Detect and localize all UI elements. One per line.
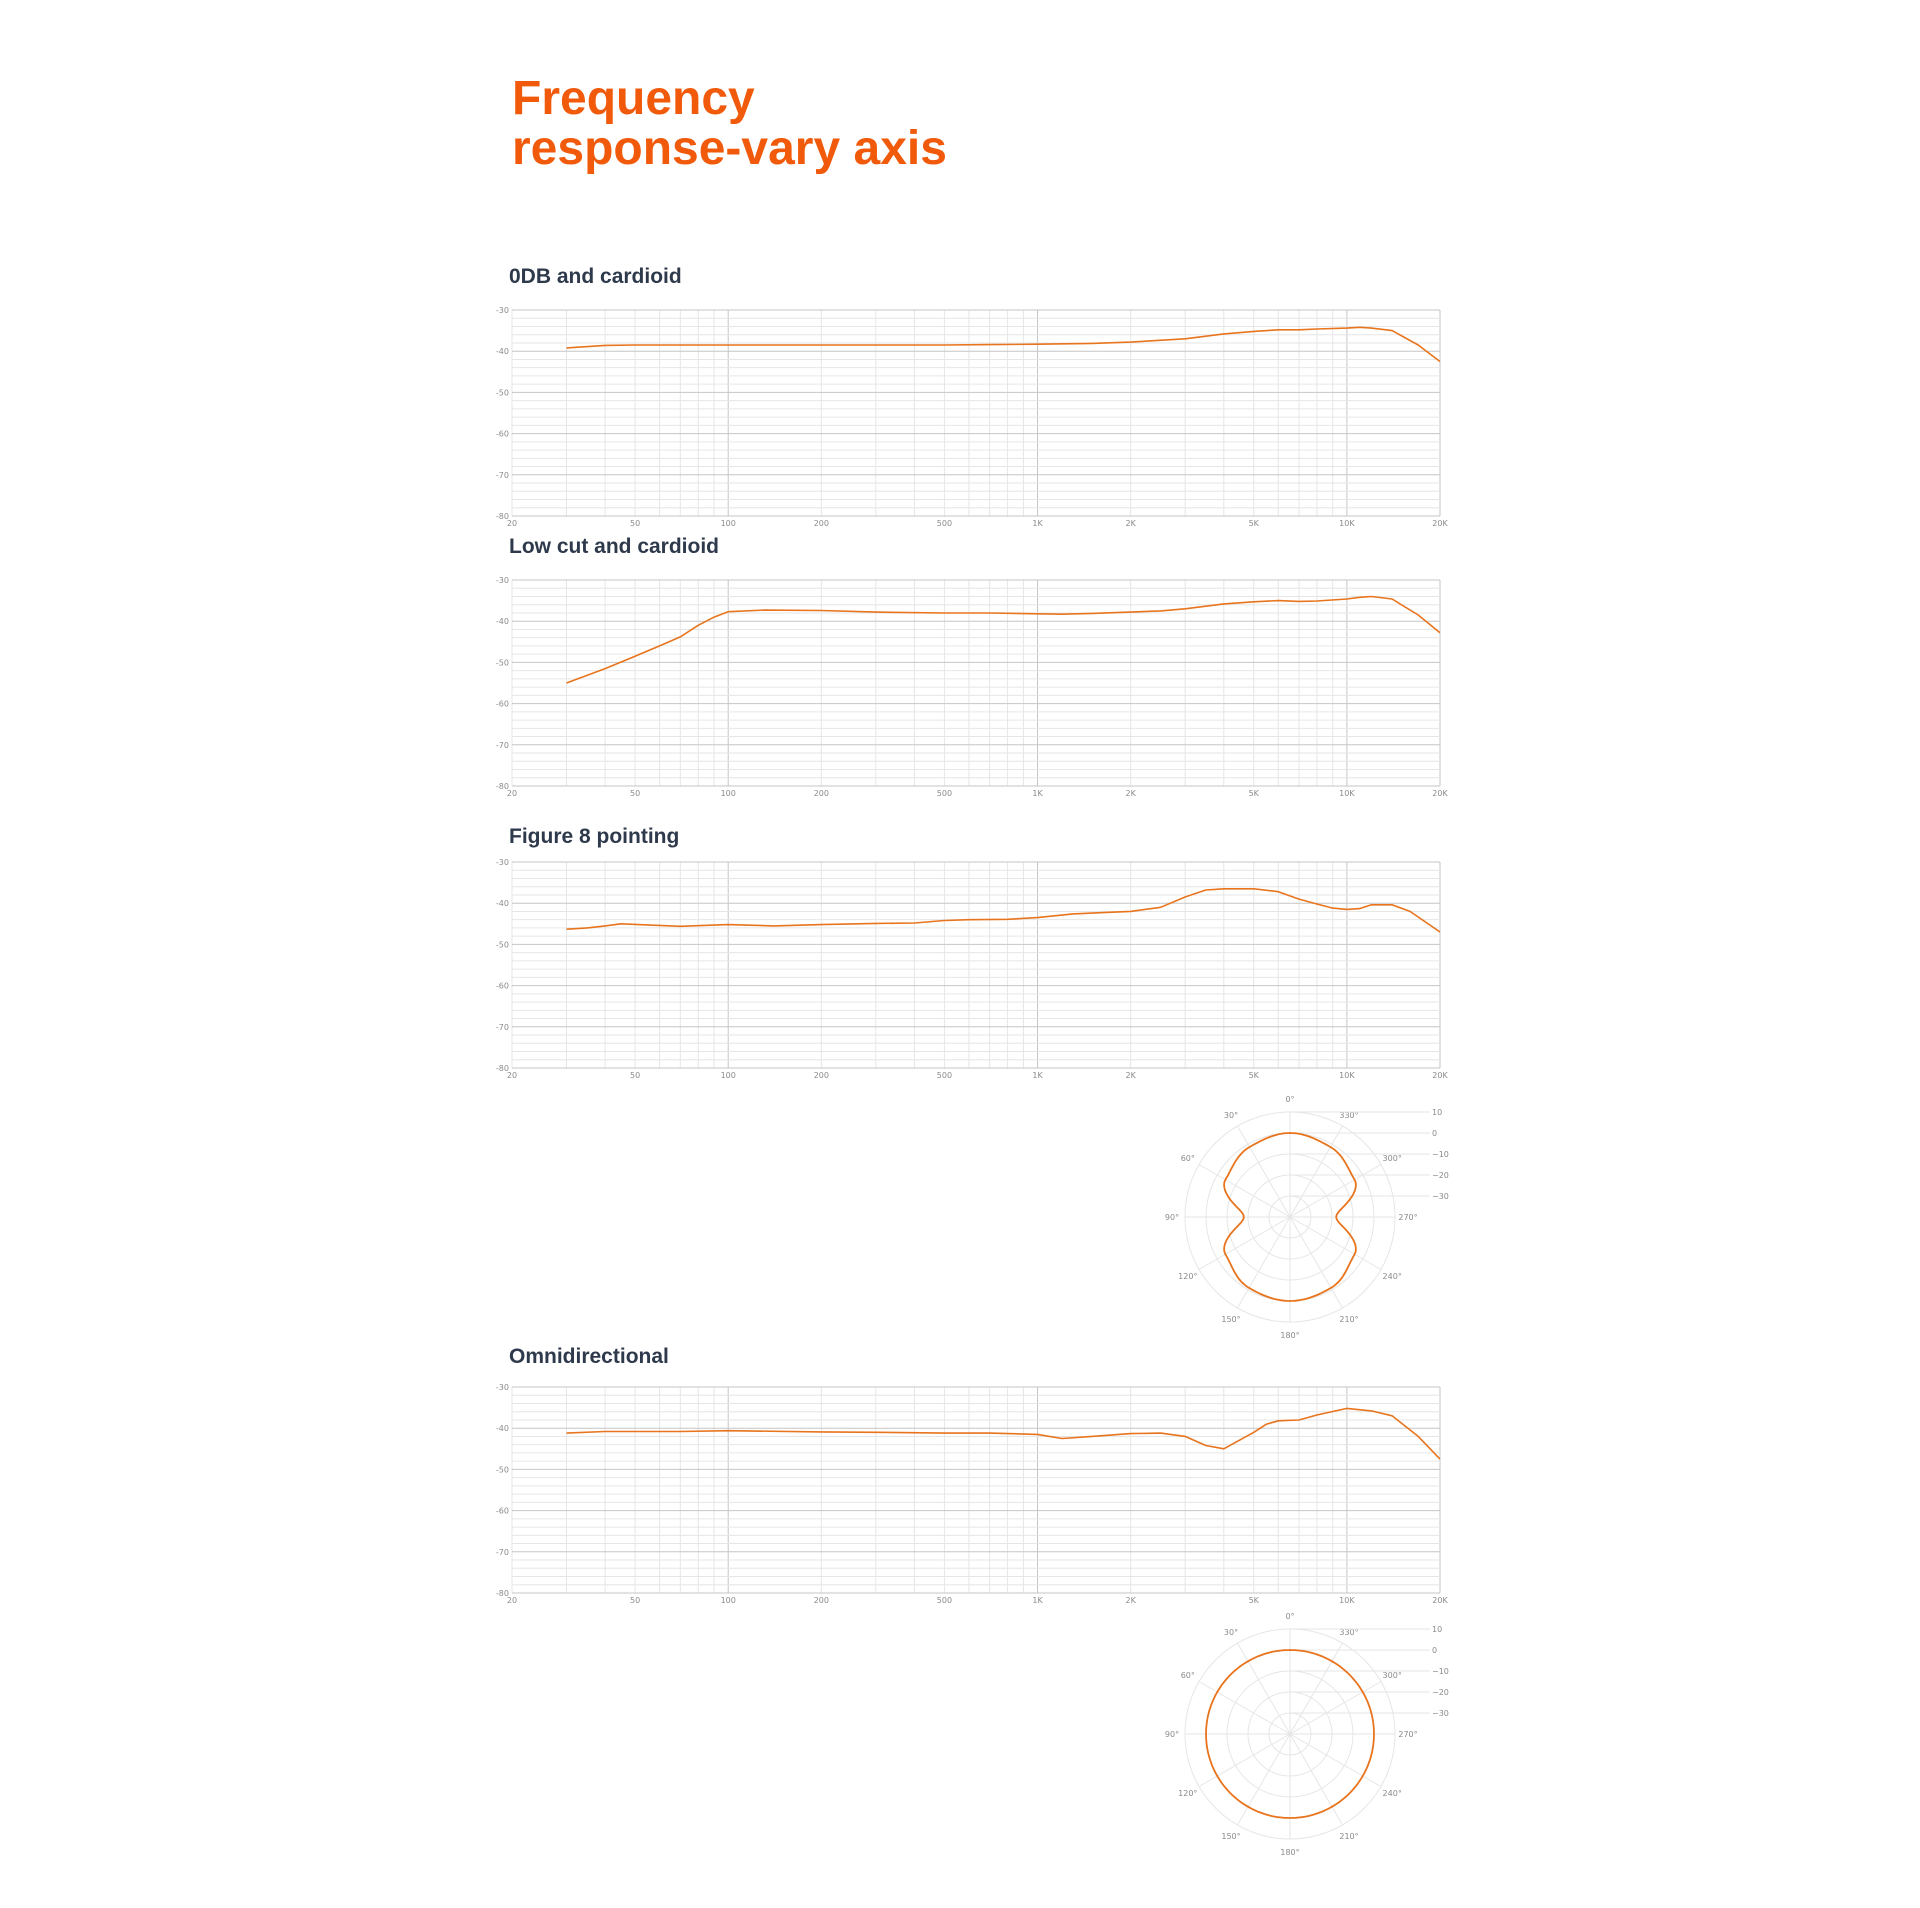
- x-tick-label: 2K: [1125, 1596, 1136, 1605]
- polar-r-label: −20: [1432, 1688, 1449, 1697]
- polar-spoke: [1290, 1165, 1381, 1218]
- chart-title-omnidirectional: Omnidirectional: [509, 1345, 669, 1368]
- polar-angle-label: 240°: [1382, 1789, 1402, 1798]
- polar-angle-label: 330°: [1339, 1110, 1359, 1120]
- x-tick-label: 10K: [1339, 789, 1355, 798]
- polar-angle-label: 60°: [1180, 1671, 1195, 1680]
- x-tick-label: 10K: [1339, 1071, 1355, 1080]
- polar-spoke: [1199, 1217, 1290, 1270]
- x-tick-label: 1K: [1032, 1596, 1043, 1605]
- polar-angle-label: 0°: [1285, 1612, 1295, 1621]
- x-tick-label: 500: [936, 1596, 953, 1605]
- y-tick-label: -30: [495, 576, 509, 585]
- polar-r-label: −30: [1432, 1709, 1449, 1718]
- polar-angle-label: 90°: [1164, 1730, 1180, 1739]
- polar-angle-label: 330°: [1339, 1627, 1359, 1637]
- polar-spoke: [1199, 1682, 1290, 1735]
- y-tick-label: -60: [495, 981, 509, 991]
- x-tick-label: 100: [720, 789, 736, 798]
- polar-spoke: [1199, 1165, 1290, 1218]
- response-curve: [567, 597, 1441, 684]
- x-tick-label: 5K: [1248, 519, 1259, 528]
- polar-angle-label: 60°: [1180, 1154, 1195, 1163]
- y-tick-label: -70: [495, 1022, 509, 1032]
- y-tick-label: -30: [495, 306, 509, 315]
- x-tick-label: 20K: [1432, 789, 1448, 798]
- x-tick-label: 1K: [1032, 519, 1043, 528]
- x-tick-label: 2K: [1125, 519, 1136, 528]
- page-title-line-2: response-vary axis: [512, 122, 947, 175]
- y-tick-label: -60: [495, 1506, 509, 1516]
- x-tick-label: 200: [813, 789, 829, 798]
- polar-angle-label: 180°: [1280, 1848, 1300, 1857]
- polar-spoke: [1238, 1643, 1291, 1734]
- y-tick-label: -80: [495, 512, 509, 521]
- y-tick-label: -50: [495, 940, 509, 950]
- polar-r-label: 0: [1432, 1129, 1438, 1138]
- polar-angle-label: 30°: [1223, 1110, 1239, 1120]
- polar-angle-label: 30°: [1223, 1627, 1239, 1637]
- x-tick-label: 5K: [1248, 1596, 1259, 1605]
- polar-r-label: −20: [1432, 1171, 1449, 1180]
- polar-r-label: 10: [1432, 1625, 1443, 1634]
- y-tick-label: -80: [495, 782, 509, 791]
- polar-angle-label: 210°: [1339, 1832, 1359, 1842]
- x-tick-label: 50: [630, 1071, 641, 1080]
- polar-angle-label: 300°: [1382, 1671, 1402, 1680]
- y-tick-label: -40: [495, 1424, 509, 1434]
- frequency-response-chart-omnidirectional: [490, 1377, 1450, 1607]
- polar-angle-label: 240°: [1382, 1272, 1402, 1281]
- polar-angle-label: 300°: [1382, 1154, 1402, 1163]
- polar-pattern-figure-8: [1160, 1095, 1450, 1340]
- x-tick-label: 1K: [1032, 789, 1043, 798]
- polar-r-label: −10: [1432, 1150, 1449, 1159]
- x-tick-label: 20: [506, 1071, 518, 1080]
- polar-spoke: [1238, 1217, 1291, 1308]
- x-tick-label: 20: [506, 1596, 518, 1605]
- polar-angle-label: 90°: [1164, 1213, 1180, 1222]
- x-tick-label: 100: [720, 519, 736, 528]
- x-tick-label: 50: [630, 789, 641, 798]
- y-tick-label: -60: [495, 699, 509, 709]
- polar-angle-label: 120°: [1178, 1272, 1198, 1281]
- response-curve: [567, 1408, 1441, 1459]
- x-tick-label: 20K: [1432, 519, 1448, 528]
- x-tick-label: 5K: [1248, 1071, 1259, 1080]
- polar-angle-label: 270°: [1398, 1213, 1418, 1222]
- polar-angle-label: 270°: [1398, 1730, 1418, 1739]
- polar-angle-label: 150°: [1221, 1315, 1241, 1325]
- x-tick-label: 100: [720, 1071, 736, 1080]
- polar-angle-label: 210°: [1339, 1315, 1359, 1325]
- polar-angle-label: 0°: [1285, 1095, 1295, 1104]
- polar-angle-label: 120°: [1178, 1789, 1198, 1798]
- y-tick-label: -40: [495, 899, 509, 909]
- frequency-response-chart-figure-8: [490, 852, 1450, 1082]
- y-tick-label: -70: [495, 1547, 509, 1557]
- chart-title-figure-8: Figure 8 pointing: [509, 825, 680, 848]
- x-tick-label: 200: [813, 1071, 829, 1080]
- y-tick-label: -50: [495, 388, 509, 398]
- x-tick-label: 20: [506, 789, 518, 798]
- polar-pattern-omnidirectional: [1160, 1612, 1450, 1857]
- polar-spoke: [1290, 1734, 1343, 1825]
- y-tick-label: -80: [495, 1064, 509, 1073]
- polar-r-label: 10: [1432, 1108, 1443, 1117]
- x-tick-label: 2K: [1125, 789, 1136, 798]
- x-tick-label: 50: [630, 1596, 641, 1605]
- x-tick-label: 2K: [1125, 1071, 1136, 1080]
- x-tick-label: 10K: [1339, 519, 1355, 528]
- y-tick-label: -40: [495, 347, 509, 357]
- x-tick-label: 200: [813, 1596, 829, 1605]
- y-tick-label: -70: [495, 470, 509, 480]
- frequency-response-chart-low-cut-cardioid: [490, 570, 1450, 800]
- y-tick-label: -40: [495, 617, 509, 627]
- polar-spoke: [1290, 1643, 1343, 1734]
- response-curve: [567, 327, 1441, 361]
- polar-spoke: [1238, 1734, 1291, 1825]
- frequency-response-chart-0db-cardioid: [490, 300, 1450, 530]
- y-tick-label: -70: [495, 740, 509, 750]
- x-tick-label: 500: [936, 1071, 953, 1080]
- polar-spoke: [1290, 1217, 1381, 1270]
- chart-title-0db-cardioid: 0DB and cardioid: [509, 265, 682, 288]
- polar-r-label: −10: [1432, 1667, 1449, 1676]
- polar-spoke: [1290, 1217, 1343, 1308]
- y-tick-label: -30: [495, 858, 509, 867]
- x-tick-label: 500: [936, 519, 953, 528]
- polar-spoke: [1290, 1734, 1381, 1787]
- x-tick-label: 100: [720, 1596, 736, 1605]
- y-tick-label: -60: [495, 429, 509, 439]
- x-tick-label: 20: [506, 519, 518, 528]
- polar-r-label: 0: [1432, 1646, 1438, 1655]
- polar-spoke: [1199, 1734, 1290, 1787]
- x-tick-label: 200: [813, 519, 829, 528]
- polar-r-label: −30: [1432, 1192, 1449, 1201]
- x-tick-label: 10K: [1339, 1596, 1355, 1605]
- x-tick-label: 20K: [1432, 1596, 1448, 1605]
- x-tick-label: 1K: [1032, 1071, 1043, 1080]
- page-title: [512, 74, 947, 174]
- x-tick-label: 5K: [1248, 789, 1259, 798]
- y-tick-label: -50: [495, 658, 509, 668]
- x-tick-label: 20K: [1432, 1071, 1448, 1080]
- x-tick-label: 50: [630, 519, 641, 528]
- chart-title-low-cut-cardioid: Low cut and cardioid: [509, 535, 720, 558]
- x-tick-label: 500: [936, 789, 953, 798]
- y-tick-label: -80: [495, 1589, 509, 1598]
- polar-angle-label: 150°: [1221, 1832, 1241, 1842]
- page-title-line-1: Frequency: [512, 72, 755, 125]
- y-tick-label: -30: [495, 1383, 509, 1392]
- y-tick-label: -50: [495, 1465, 509, 1475]
- polar-spoke: [1290, 1682, 1381, 1735]
- polar-angle-label: 180°: [1280, 1331, 1300, 1340]
